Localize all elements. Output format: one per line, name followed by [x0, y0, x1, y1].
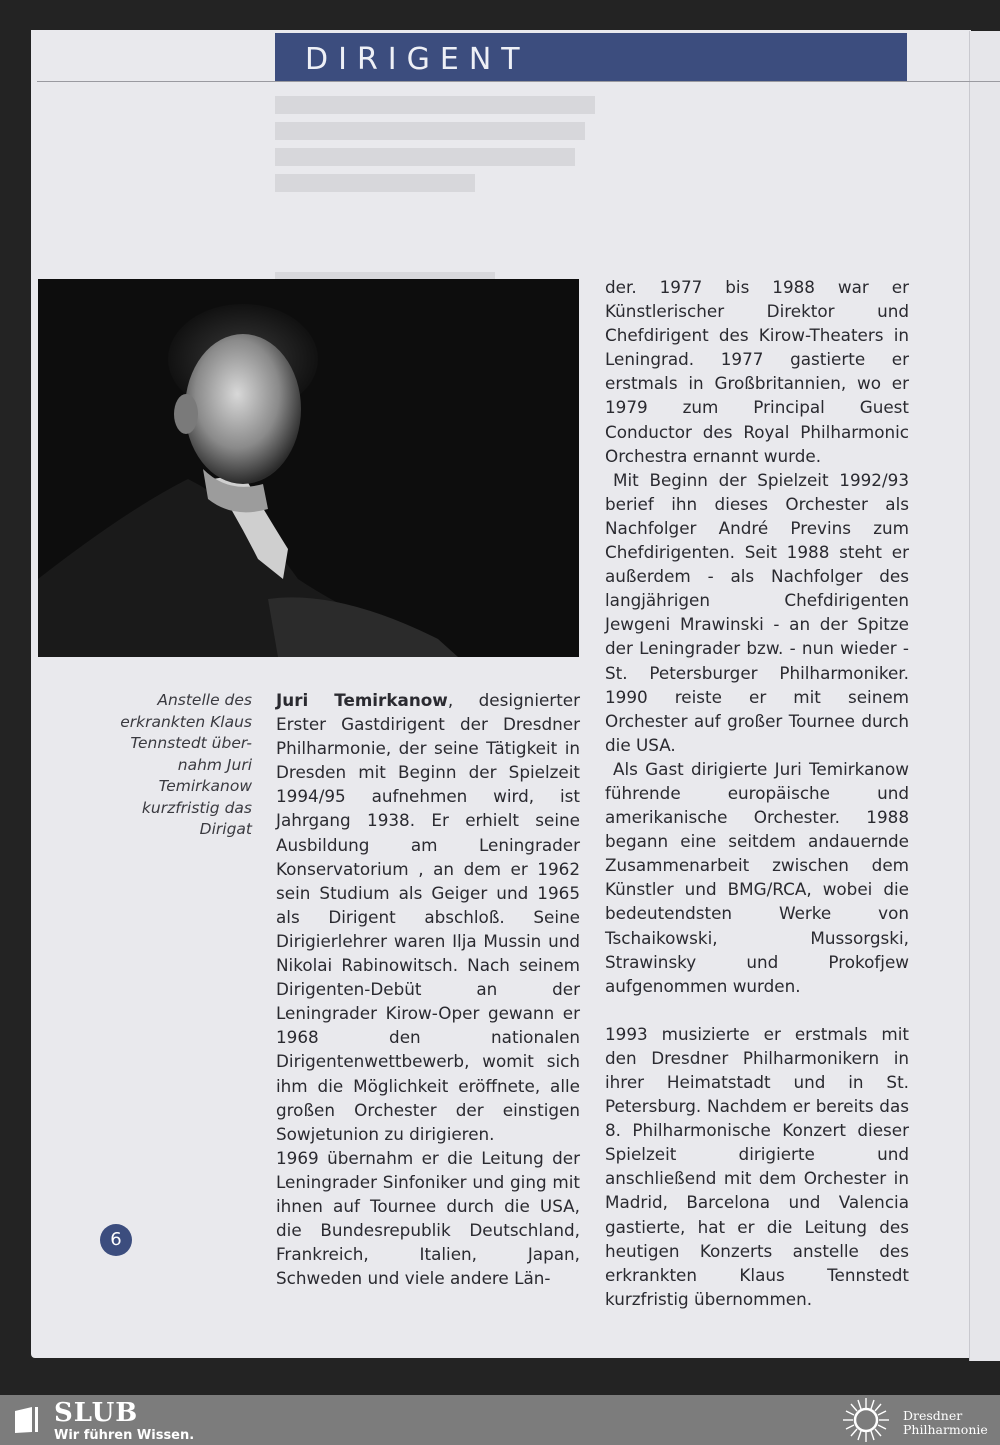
- slub-tagline: Wir führen Wissen.: [54, 1428, 195, 1443]
- article-paragraph: der. 1977 bis 1988 war er Künstlerischer Direktor und Chefdirigent des Kirow-Theaters in Leningrad. 1977 gastierte er erstmals in Großbritannien, wo er 1979 zum Principal Guest Conductor des Royal Philharmonic Orchestra ernannt wurde.: [605, 277, 909, 466]
- caption-line: Tennstedt über-: [130, 734, 252, 752]
- dresdner-philharmonie-brand[interactable]: [903, 1409, 988, 1437]
- article-paragraph: 1969 übernahm er die Leitung der Leningrader Sinfoniker und ging mit ihnen auf Tournee durch die USA, die Bundesrepublik Deutschland, Frankreich, Italien, Japan, Schweden und viele andere Län-: [276, 1147, 580, 1289]
- conductor-portrait-photo: [38, 279, 579, 657]
- article-paragraph: Als Gast dirigierte Juri Temirkanow führende europäische und amerikanische Orchester. 1988 begann eine seitdem andauernde Zusammenarbeit zwischen dem Künstler und BMG/RCA, wobei die bedeutendsten Werke von Tschaikowski, Mussorgski, Strawinsky und Prokofjew aufgenommen wurden.: [605, 758, 909, 996]
- slub-book-icon: [14, 1406, 42, 1434]
- bleed-through-text: [275, 88, 615, 296]
- brand-line-2: Philharmonie: [903, 1422, 988, 1437]
- caption-line: Dirigat: [199, 820, 252, 838]
- caption-line: Temirkanow: [158, 777, 252, 795]
- photo-caption: [100, 690, 252, 841]
- article-column-2: [605, 275, 909, 1311]
- conductor-name: Juri Temirkanow: [276, 690, 448, 710]
- article-paragraph: Mit Beginn der Spielzeit 1992/93 berief ihn dieses Orchester als Nachfolger André Previns zum Chefdirigenten. Seit 1988 steht er außerdem - als Nachfolger des langjährigen Chefdirigenten Jewgeni Mrawinski - an der Spitze der Leningrader bzw. - nun wieder - St. Petersburger Philharmoniker. 1990 reiste er mit seinem Orchester auf großer Tournee durch die USA.: [605, 469, 909, 755]
- dresdner-philharmonie-sunburst-icon: [840, 1396, 892, 1444]
- article-intro-paragraph: [276, 688, 580, 1146]
- paragraph-spacer: [605, 998, 909, 1022]
- brand-line-1: Dresdner: [903, 1408, 963, 1423]
- article-column-1: [276, 688, 580, 1290]
- caption-line: Anstelle des: [157, 691, 252, 709]
- article-paragraph: 1993 musizierte er erstmals mit den Dresdner Philharmonikern in ihrer Heimatstadt und in St. Petersburg. Nachdem er bereits das 8. Philharmonische Konzert dieser Spielzeit dirigierte und anschließend mit dem Orchester in Madrid, Barcelona und Valencia gastierte, hat er die Leitung des heutigen Konzerts anstelle des erkrankten Klaus Tennstedt kurzfristig übernommen.: [605, 1023, 909, 1309]
- adjacent-page-edge: [969, 31, 1000, 1361]
- footer-banner: [0, 1395, 1000, 1445]
- section-title: DIRIGENT: [305, 42, 530, 77]
- section-header-bar: [275, 33, 907, 81]
- page-number-badge: 6: [100, 1224, 132, 1256]
- header-rule: [37, 81, 1000, 82]
- intro-text: , designierter Erster Gastdirigent der Dresdner Philharmonie, der seine Tätigkeit in Dresden mit Beginn der Spielzeit 1994/95 aufnehmen wird, ist Jahrgang 1938. Er erhielt seine Ausbildung am Leningrader Konservatorium , an dem er 1962 sein Studium als Geiger und 1965 als Dirigent abschloß. Seine Dirigierlehrer waren Ilja Mussin und Nikolai Rabinowitsch. Nach seinem Dirigenten-Debüt an der Leningrader Kirow-Oper gewann er 1968 den nationalen Dirigentenwettbewerb, womit sich ihm die Möglichkeit eröffnete, alle großen Orchester der einstigen Sowjetunion zu dirigieren.: [276, 690, 581, 1144]
- caption-line: nahm Juri: [177, 755, 252, 774]
- caption-line: kurzfristig das: [141, 798, 252, 817]
- slub-brand-name[interactable]: SLUB: [54, 1398, 139, 1428]
- caption-line: erkrankten Klaus: [120, 712, 252, 731]
- portrait-illustration: [38, 279, 579, 657]
